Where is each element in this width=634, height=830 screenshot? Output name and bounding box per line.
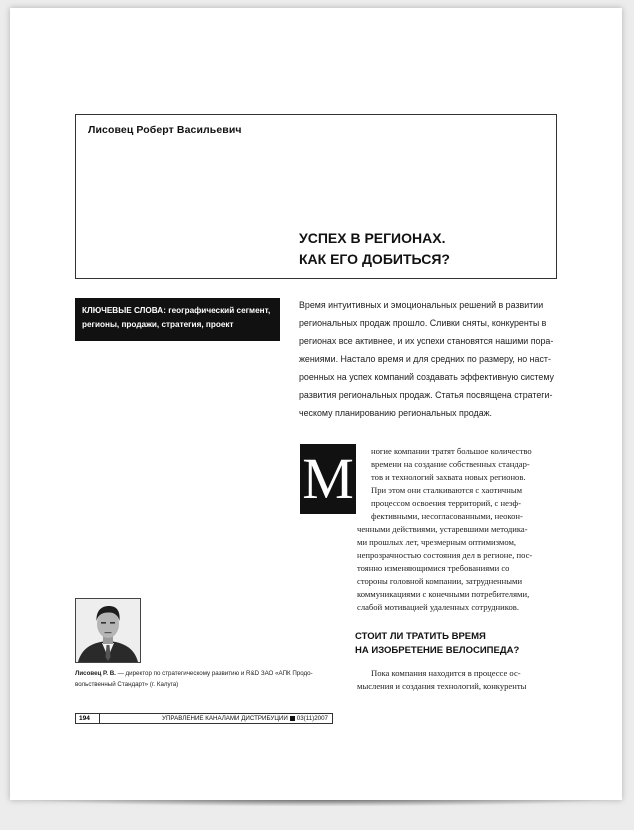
- journal-name: УПРАВЛЕНИЕ КАНАЛАМИ ДИСТРИБУЦИИ: [162, 715, 288, 722]
- body-line: слабой мотивацией удаленных сотрудников.: [357, 602, 519, 612]
- title-line-2: КАК ЕГО ДОБИТЬСЯ?: [299, 251, 450, 267]
- abstract-line: жениями. Настало время и для средних по размеру, но наст-: [299, 354, 551, 364]
- author-name: Лисовец Роберт Васильевич: [88, 124, 242, 136]
- body-line: ногие компании тратят большое количество: [371, 446, 532, 456]
- body-line: времени на создание собственных стандар-: [371, 459, 530, 469]
- abstract-line: региональных продаж прошло. Сливки сняты, конкуренты в: [299, 318, 547, 328]
- title-line-1: УСПЕХ В РЕГИОНАХ.: [299, 230, 446, 246]
- body-line: непрозрачностью состояния дел в регионе, пос-: [357, 550, 533, 560]
- keywords-label: КЛЮЧЕВЫЕ СЛОВА:: [82, 306, 166, 315]
- article-title: [299, 228, 450, 270]
- section-line: мысления и создания технологий, конкуренты: [357, 681, 527, 691]
- section-heading: [355, 630, 519, 658]
- drop-cap: М: [300, 444, 356, 514]
- issue-number: 03(11)2007: [296, 715, 328, 722]
- portrait-svg: [76, 599, 140, 662]
- abstract-line: ческому планированию региональных продаж.: [299, 408, 493, 418]
- body-line: тов и технологий захвата новых регионов.: [371, 472, 526, 482]
- caption-line-2: вольственный Стандарт» (г. Калуга): [75, 681, 179, 688]
- journal-info: [162, 714, 328, 723]
- keywords-text-1: географический сегмент,: [168, 306, 271, 315]
- section-heading-line-2: НА ИЗОБРЕТЕНИЕ ВЕЛОСИПЕДА?: [355, 645, 520, 656]
- section-heading-line-1: СТОИТ ЛИ ТРАТИТЬ ВРЕМЯ: [355, 631, 486, 642]
- body-line: При этом они сталкиваются с хаотичным: [371, 485, 523, 495]
- caption-role: — директор по стратегическому развитию и R&D ЗАО «АПК Продо-: [115, 670, 313, 677]
- keywords-line-2: регионы, продажи, стратегия, проект: [82, 320, 234, 329]
- square-bullet-icon: [290, 716, 295, 721]
- photo-caption: [75, 668, 340, 690]
- keywords-box: [75, 298, 280, 341]
- page-number: 194: [76, 713, 100, 724]
- body-line: ченными действиями, устаревшими методика-: [357, 524, 528, 534]
- body-line: фективными, несогласованными, неокон-: [371, 511, 523, 521]
- body-line: ми прошлых лет, чрезмерным оптимизмом,: [357, 537, 517, 547]
- body-line: процессом освоения территорий, с неэф-: [371, 498, 521, 508]
- abstract-line: развития региональных продаж. Статья посвящена стратеги-: [299, 390, 553, 400]
- abstract-line: регионах все активнее, и их успехи становятся нашими пора-: [299, 336, 554, 346]
- page-footer: [75, 713, 333, 724]
- caption-author: Лисовец Р. В.: [75, 670, 116, 677]
- body-line: стороны головной компании, затрудненными: [357, 576, 523, 586]
- abstract: [299, 296, 559, 422]
- abstract-line: роенных на успех компаний создавать эффективную систему: [299, 372, 554, 382]
- section-line: Пока компания находится в процессе ос-: [371, 668, 521, 678]
- body-line: тоянно изменяющимися требованиями со: [357, 563, 510, 573]
- abstract-line: Время интуитивных и эмоциональных решений в развитии: [299, 300, 544, 310]
- caption-line-1: [75, 668, 340, 679]
- keywords-line-1: [82, 304, 273, 318]
- author-portrait-icon: [75, 598, 141, 663]
- body-line: коммуникациями с конечными потребителями,: [357, 589, 530, 599]
